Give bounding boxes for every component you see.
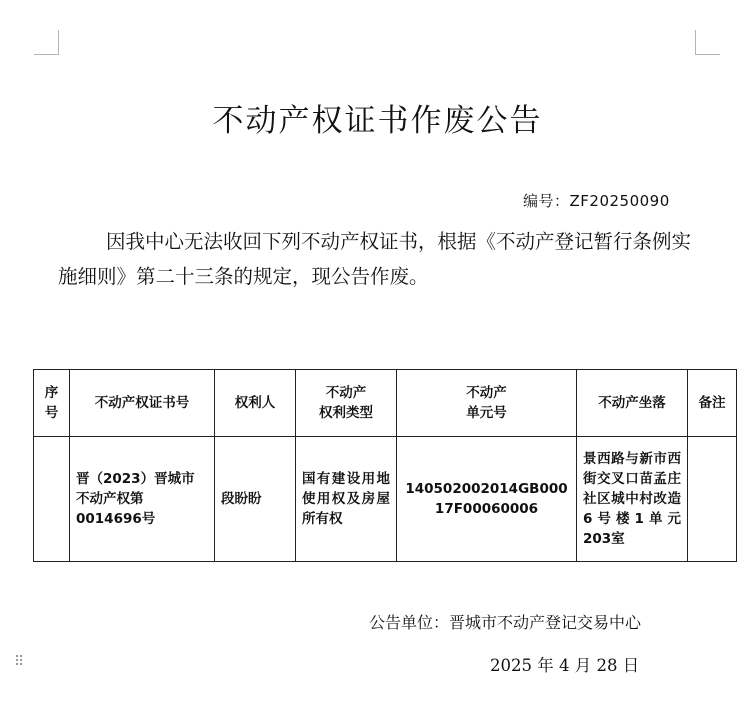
cell-certificate-no: 晋（2023）晋城市不动产权第0014696号 bbox=[70, 437, 215, 562]
table-row bbox=[34, 437, 737, 562]
issuer bbox=[369, 610, 641, 633]
crop-mark-top-left bbox=[34, 30, 59, 55]
header-certificate-no: 不动产权证书号 bbox=[70, 370, 215, 437]
header-remarks: 备注 bbox=[688, 370, 737, 437]
document-number-label: 编号： bbox=[523, 192, 570, 210]
cell-location: 景西路与新市西街交叉口苗孟庄社区城中村改造6号楼1单元203室 bbox=[577, 437, 688, 562]
issuer-label: 公告单位： bbox=[369, 613, 450, 632]
certificate-table bbox=[33, 369, 737, 562]
header-holder: 权利人 bbox=[215, 370, 296, 437]
drag-handle-icon[interactable]: ⠿ bbox=[14, 654, 25, 670]
cell-holder: 段盼盼 bbox=[215, 437, 296, 562]
cell-right-type: 国有建设用地使用权及房屋所有权 bbox=[296, 437, 397, 562]
cell-unit-no: 140502002014GB00017F00060006 bbox=[397, 437, 577, 562]
issue-date: 2025 年 4 月 28 日 bbox=[490, 656, 640, 675]
crop-mark-top-right bbox=[695, 30, 720, 55]
header-right-type: 不动产 权利类型 bbox=[296, 370, 397, 437]
issuer-name: 晋城市不动产登记交易中心 bbox=[449, 613, 642, 632]
table-header-row bbox=[34, 370, 737, 437]
cell-remarks bbox=[688, 437, 737, 562]
document-number-value: ZF20250090 bbox=[569, 192, 670, 210]
document-title: 不动产权证书作废公告 bbox=[212, 103, 543, 139]
cell-index bbox=[34, 437, 70, 562]
header-location: 不动产坐落 bbox=[577, 370, 688, 437]
header-index: 序 号 bbox=[34, 370, 70, 437]
notice-body: 因我中心无法收回下列不动产权证书，根据《不动产登记暂行条例实施细则》第二十三条的规定，现公告作废。 bbox=[58, 230, 692, 288]
header-unit-no: 不动产 单元号 bbox=[397, 370, 577, 437]
document-number bbox=[523, 190, 670, 211]
